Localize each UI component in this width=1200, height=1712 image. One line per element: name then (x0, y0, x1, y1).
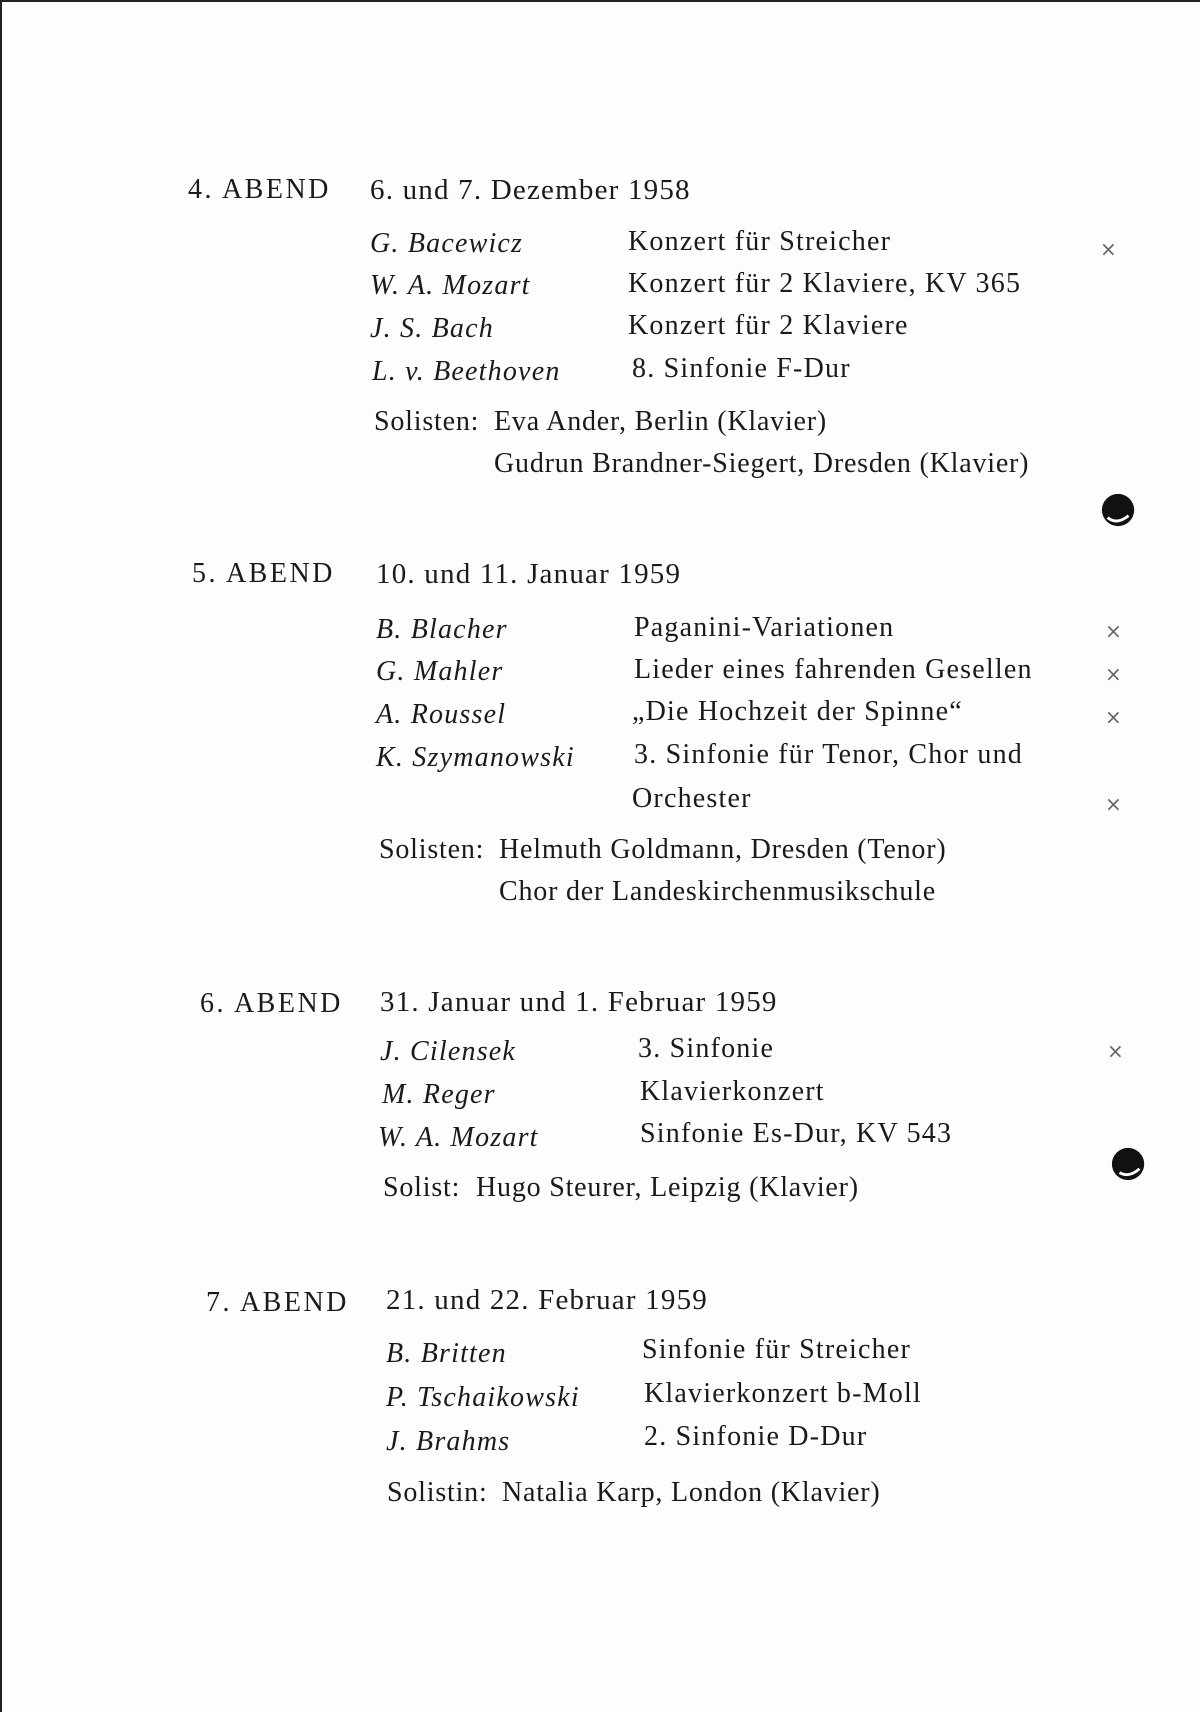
punch-hole-icon (1110, 1145, 1148, 1183)
composer: G. Mahler (376, 656, 504, 687)
check-mark: × (1100, 237, 1117, 261)
evening-date: 10. und 11. Januar 1959 (376, 558, 682, 590)
work-title: 2. Sinfonie D-Dur (644, 1421, 868, 1452)
work-title: Lieder eines fahrenden Gesellen (634, 654, 1033, 685)
composer: K. Szymanowski (376, 742, 575, 773)
work-title: Klavierkonzert b-Moll (644, 1378, 922, 1409)
composer: J. S. Bach (370, 313, 494, 344)
work-title: Sinfonie Es-Dur, KV 543 (640, 1118, 953, 1149)
evening-date: 31. Januar und 1. Februar 1959 (380, 986, 778, 1018)
check-mark: × (1105, 792, 1122, 816)
work-title: Sinfonie für Streicher (642, 1334, 911, 1365)
work-title: Konzert für Streicher (628, 226, 892, 257)
composer: J. Cilensek (380, 1036, 517, 1067)
check-mark: × (1105, 705, 1122, 729)
evening-date: 21. und 22. Februar 1959 (386, 1284, 708, 1316)
check-mark: × (1105, 662, 1122, 686)
soloists-label: Solistin: (387, 1477, 488, 1508)
composer: B. Britten (386, 1338, 507, 1369)
soloists-label: Solisten: (374, 406, 480, 437)
work-title-continued: Orchester (632, 783, 752, 814)
work-title: Klavierkonzert (640, 1076, 825, 1107)
evening-number: 6. ABEND (200, 988, 343, 1019)
composer: L. v. Beethoven (372, 356, 561, 387)
work-title: 3. Sinfonie (638, 1033, 775, 1064)
check-mark: × (1105, 619, 1122, 643)
soloist: Hugo Steurer, Leipzig (Klavier) (476, 1172, 859, 1203)
work-title: Paganini-Variationen (634, 612, 895, 643)
punch-hole-icon (1100, 491, 1138, 529)
check-mark: × (1107, 1039, 1124, 1063)
evening-number: 7. ABEND (206, 1287, 349, 1318)
work-title: 3. Sinfonie für Tenor, Chor und (634, 739, 1024, 770)
soloist: Natalia Karp, London (Klavier) (502, 1477, 881, 1508)
evening-date: 6. und 7. Dezember 1958 (370, 174, 691, 206)
work-title: Konzert für 2 Klaviere (628, 310, 909, 341)
composer: P. Tschaikowski (386, 1382, 580, 1413)
soloist: Helmuth Goldmann, Dresden (Tenor) (499, 834, 947, 865)
soloist: Chor der Landeskirchenmusikschule (499, 876, 936, 907)
composer: W. A. Mozart (378, 1122, 539, 1153)
soloists-label: Solisten: (379, 834, 485, 865)
composer: A. Roussel (376, 699, 507, 730)
composer: B. Blacher (376, 614, 508, 645)
work-title: Konzert für 2 Klaviere, KV 365 (628, 268, 1022, 299)
composer: M. Reger (382, 1079, 496, 1110)
soloists-label: Solist: (383, 1172, 461, 1203)
work-title: 8. Sinfonie F-Dur (632, 353, 851, 384)
soloist: Eva Ander, Berlin (Klavier) (494, 406, 828, 437)
soloist: Gudrun Brandner-Siegert, Dresden (Klavier) (494, 448, 1030, 479)
composer: G. Bacewicz (370, 228, 524, 259)
composer: J. Brahms (386, 1426, 511, 1457)
evening-number: 5. ABEND (192, 558, 335, 589)
composer: W. A. Mozart (370, 270, 531, 301)
evening-number: 4. ABEND (188, 174, 331, 205)
work-title: „Die Hochzeit der Spinne“ (632, 696, 963, 727)
